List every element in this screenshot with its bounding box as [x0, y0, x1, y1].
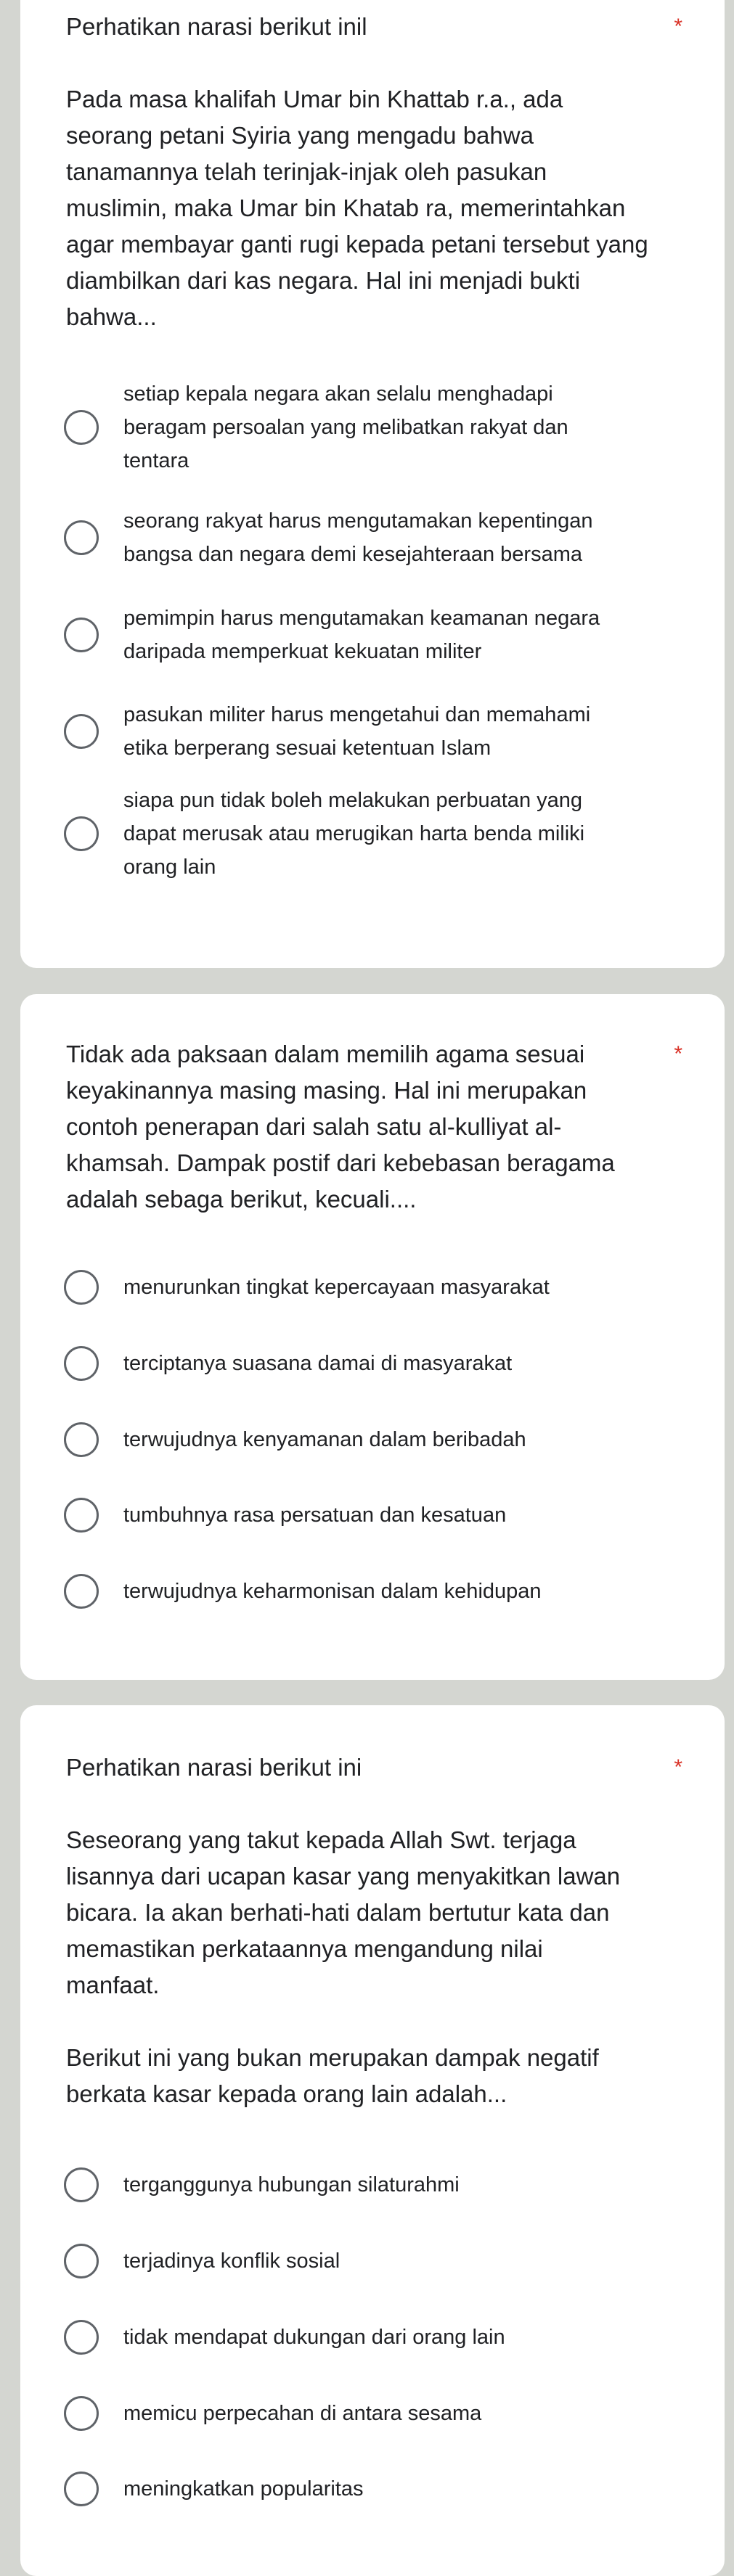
radio-button[interactable]	[64, 1422, 99, 1457]
question-card-3	[20, 1705, 725, 2576]
option-radio-1e[interactable]	[64, 784, 688, 884]
radio-button[interactable]	[64, 816, 99, 851]
required-asterisk: *	[674, 15, 682, 38]
question-1-prompt: Perhatikan narasi berikut inil	[66, 13, 367, 40]
question-2-prompt: Tidak ada paksaan dalam memilih agama sesuai keyakinannya masing masing. Hal ini merupakan contoh penerapan dari salah satu al-kulliyat al- khamsah. Dampak postif dari kebebasan beragama adalah sebaga berikut, kecuali....	[66, 1041, 615, 1213]
option-radio-2d[interactable]	[64, 1498, 688, 1533]
radio-button[interactable]	[64, 714, 99, 749]
required-asterisk: *	[674, 1755, 682, 1779]
question-card-2	[20, 994, 725, 1680]
option-label: terciptanya suasana damai di masyarakat	[123, 1352, 513, 1375]
radio-button[interactable]	[64, 1574, 99, 1609]
question-1-narrative: Pada masa khalifah Umar bin Khattab r.a., ada seorang petani Syiria yang mengadu bahwa tanamannya telah terinjak-injak oleh pasukan muslimin, maka Umar bin Khatab ra, memerintahkan agar membayar ganti rugi kepada petani tersebut yang diambilkan dari kas negara. Hal ini menjadi bukti bahwa...	[66, 86, 648, 330]
option-radio-3b[interactable]	[64, 2244, 688, 2278]
option-radio-2b[interactable]	[64, 1346, 688, 1381]
radio-button[interactable]	[64, 2472, 99, 2506]
option-label: pasukan militer harus mengetahui dan memahami etika berperang sesuai ketentuan Islam	[123, 703, 591, 760]
option-radio-3e[interactable]	[64, 2472, 688, 2506]
radio-button[interactable]	[64, 2167, 99, 2202]
option-label: tumbuhnya rasa persatuan dan kesatuan	[123, 1504, 507, 1527]
option-label: seorang rakyat harus mengutamakan kepentingan bangsa dan negara demi kesejahteraan bersama	[123, 509, 593, 566]
radio-button[interactable]	[64, 1346, 99, 1381]
option-radio-1a[interactable]	[64, 377, 688, 477]
option-label: setiap kepala negara akan selalu menghadapi beragam persoalan yang melibatkan rakyat dan tentara	[123, 382, 568, 472]
radio-button[interactable]	[64, 618, 99, 652]
radio-button[interactable]	[64, 1498, 99, 1533]
option-label: memicu perpecahan di antara sesama	[123, 2402, 482, 2425]
option-label: meningkatkan popularitas	[123, 2477, 364, 2501]
option-radio-3d[interactable]	[64, 2396, 688, 2431]
required-asterisk: *	[674, 1042, 682, 1066]
question-card-1	[20, 0, 725, 968]
radio-button[interactable]	[64, 410, 99, 445]
option-label: tidak mendapat dukungan dari orang lain	[123, 2326, 505, 2349]
option-label: terganggunya hubungan silaturahmi	[123, 2173, 460, 2196]
option-radio-2e[interactable]	[64, 1574, 688, 1609]
option-radio-1d[interactable]	[64, 698, 688, 765]
option-label: menurunkan tingkat kepercayaan masyarakat	[123, 1276, 550, 1299]
radio-button[interactable]	[64, 520, 99, 555]
option-label: terjadinya konflik sosial	[123, 2249, 341, 2273]
question-3-narrative: Seseorang yang takut kepada Allah Swt. terjaga lisannya dari ucapan kasar yang menyakitkan lawan bicara. Ia akan berhati-hati dalam bertutur kata dan memastikan perkataannya mengandung nilai manfaat.	[66, 1826, 621, 1998]
radio-button[interactable]	[64, 2244, 99, 2278]
question-3-prompt: Perhatikan narasi berikut ini	[66, 1754, 362, 1781]
option-radio-1c[interactable]	[64, 602, 688, 668]
radio-button[interactable]	[64, 1270, 99, 1305]
option-label: terwujudnya kenyamanan dalam beribadah	[123, 1428, 526, 1451]
radio-button[interactable]	[64, 2396, 99, 2431]
option-radio-2c[interactable]	[64, 1422, 688, 1457]
option-radio-3c[interactable]	[64, 2320, 688, 2355]
option-radio-1b[interactable]	[64, 504, 688, 571]
question-3-question: Berikut ini yang bukan merupakan dampak negatif berkata kasar kepada orang lain adalah...	[66, 2044, 599, 2107]
option-label: siapa pun tidak boleh melakukan perbuatan yang dapat merusak atau merugikan harta benda miliki orang lain	[123, 789, 585, 879]
option-label: pemimpin harus mengutamakan keamanan negara daripada memperkuat kekuatan militer	[123, 607, 600, 663]
option-radio-2a[interactable]	[64, 1270, 688, 1305]
radio-button[interactable]	[64, 2320, 99, 2355]
option-label: terwujudnya keharmonisan dalam kehidupan	[123, 1580, 542, 1603]
option-radio-3a[interactable]	[64, 2167, 688, 2202]
